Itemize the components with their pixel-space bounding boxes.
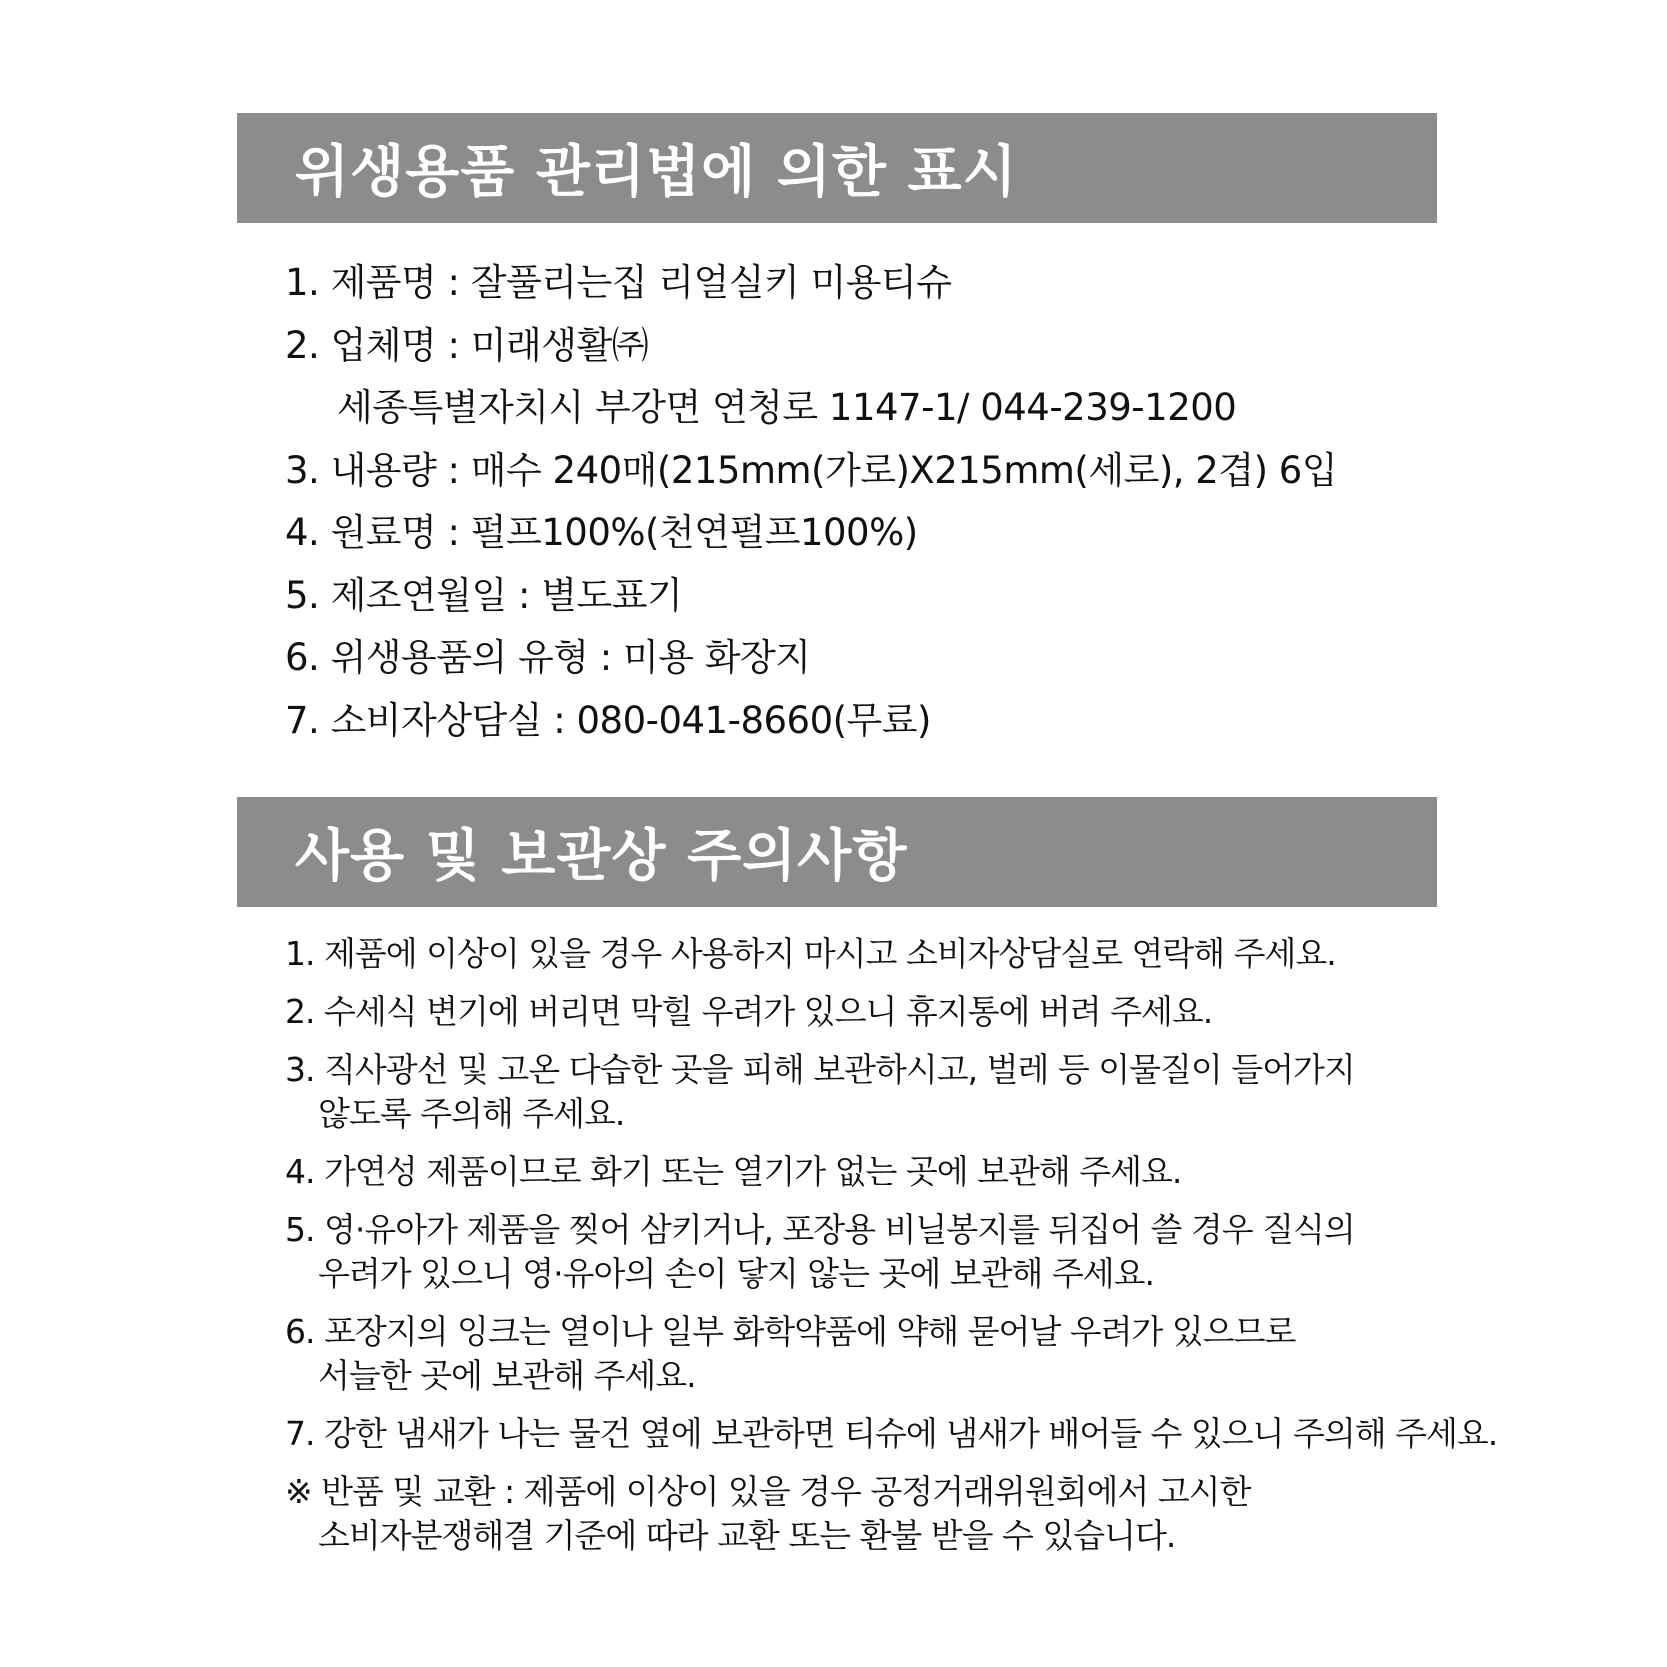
caution-line-continued: 않도록 주의해 주세요. (318, 1094, 625, 1133)
caution-line: 3. 직사광선 및 고온 다습한 곳을 피해 보관하시고, 벌레 등 이물질이 들어가지 (285, 1050, 1355, 1089)
caution-line: 7. 강한 냄새가 나는 물건 옆에 보관하면 티슈에 냄새가 배어들 수 있으니 주의해 주세요. (285, 1414, 1498, 1453)
caution-line: ※ 반품 및 교환 : 제품에 이상이 있을 경우 공정거래위원회에서 고시한 (285, 1472, 1251, 1511)
info-line-contents: 3. 내용량 : 매수 240매(215mm(가로)X215mm(세로), 2겹) 6입 (285, 448, 1338, 492)
info-line-address: 세종특별자치시 부강면 연청로 1147-1/ 044-239-1200 (337, 386, 1237, 429)
caution-item (285, 1412, 1498, 1456)
section-title-hygiene-label: 위생용품 관리법에 의한 표시 (295, 140, 1018, 205)
caution-list (285, 932, 1498, 1572)
caution-item (285, 932, 1455, 976)
caution-item (285, 1310, 1455, 1398)
caution-item (285, 990, 1455, 1034)
return-exchange-note (285, 1470, 1455, 1558)
section-title-cautions: 사용 및 보관상 주의사항 (295, 824, 908, 889)
caution-item (285, 1150, 1455, 1194)
caution-line-continued: 우려가 있으니 영·유아의 손이 닿지 않는 곳에 보관해 주세요. (318, 1254, 1154, 1293)
caution-line: 2. 수세식 변기에 버리면 막힐 우려가 있으니 휴지통에 버려 주세요. (285, 992, 1213, 1031)
product-info-list (285, 252, 1445, 752)
info-line-manufacture-date: 5. 제조연월일 : 별도표기 (285, 573, 683, 617)
caution-line: 1. 제품에 이상이 있을 경우 사용하지 마시고 소비자상담실로 연락해 주세요. (285, 934, 1336, 973)
section-header-cautions (237, 797, 1437, 907)
caution-line-continued: 소비자분쟁해결 기준에 따라 교환 또는 환불 받을 수 있습니다. (318, 1516, 1176, 1555)
info-line-product-name: 1. 제품명 : 잘풀리는집 리얼실키 미용티슈 (285, 261, 952, 304)
caution-line: 5. 영·유아가 제품을 찢어 삼키거나, 포장용 비닐봉지를 뒤집어 쓸 경우 질식의 (285, 1210, 1355, 1249)
caution-line-continued: 서늘한 곳에 보관해 주세요. (318, 1356, 696, 1395)
info-line-product-type: 6. 위생용품의 유형 : 미용 화장지 (285, 636, 811, 679)
caution-item (285, 1208, 1455, 1296)
info-line-consumer-center: 7. 소비자상담실 : 080-041-8660(무료) (285, 698, 931, 742)
caution-line: 6. 포장지의 잉크는 열이나 일부 화학약품에 약해 묻어날 우려가 있으므로 (285, 1312, 1296, 1351)
section-header-hygiene-label (237, 113, 1437, 223)
info-line-company: 2. 업체명 : 미래생활㈜ (285, 323, 649, 367)
caution-item (285, 1048, 1455, 1136)
info-line-material: 4. 원료명 : 펄프100%(천연펄프100%) (285, 511, 918, 554)
caution-line: 4. 가연성 제품이므로 화기 또는 열기가 없는 곳에 보관해 주세요. (285, 1152, 1182, 1191)
